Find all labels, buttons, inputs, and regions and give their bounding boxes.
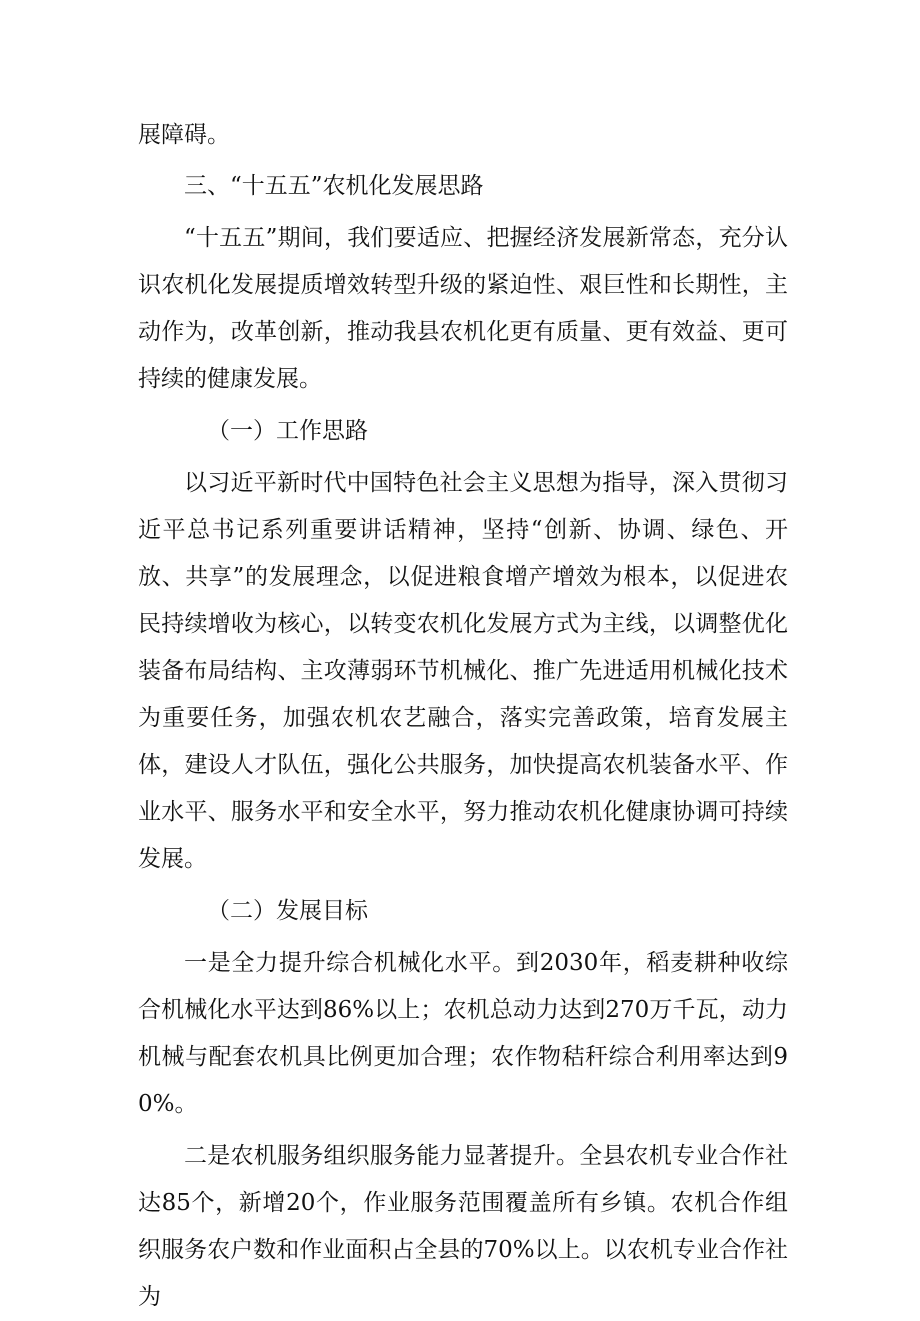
paragraph-goal-one: 一是全力提升综合机械化水平。到2030年，稻麦耕种收综合机械化水平达到86%以上；农机总动力达到270万千瓦，动力机械与配套农机具比例更加合理；农作物秸秆综合利用率达到90%。	[138, 950, 788, 1117]
section-heading-three: 三、“十五五”农机化发展思路	[184, 173, 484, 199]
document-body	[138, 112, 788, 1321]
paragraph-continuation: 展障碍。	[138, 122, 230, 148]
paragraph-intro: “十五五”期间，我们要适应、把握经济发展新常态，充分认识农机化发展提质增效转型升级的紧迫性、艰巨性和长期性，主动作为，改革创新，推动我县农机化更有质量、更有效益、更可持续的健康发展。	[138, 225, 788, 392]
subheading-work-approach: （一）工作思路	[207, 418, 368, 444]
subheading-development-goals: （二）发展目标	[207, 898, 368, 924]
paragraph-goal-two: 二是农机服务组织服务能力显著提升。全县农机专业合作社达85个，新增20个，作业服务范围覆盖所有乡镇。农机合作组织服务农户数和作业面积占全县的70%以上。以农机专业合作社为	[138, 1143, 788, 1310]
paragraph-work-approach: 以习近平新时代中国特色社会主义思想为指导，深入贯彻习近平总书记系列重要讲话精神，坚持“创新、协调、绿色、开放、共享”的发展理念，以促进粮食增产增效为根本，以促进农民持续增收为核心，以转变农机化发展方式为主线，以调整优化装备布局结构、主攻薄弱环节机械化、推广先进适用机械化技术为重要任务，加强农机农艺融合，落实完善政策，培育发展主体，建设人才队伍，强化公共服务，加快提高农机装备水平、作业水平、服务水平和安全水平，努力推动农机化健康协调可持续发展。	[138, 470, 788, 872]
